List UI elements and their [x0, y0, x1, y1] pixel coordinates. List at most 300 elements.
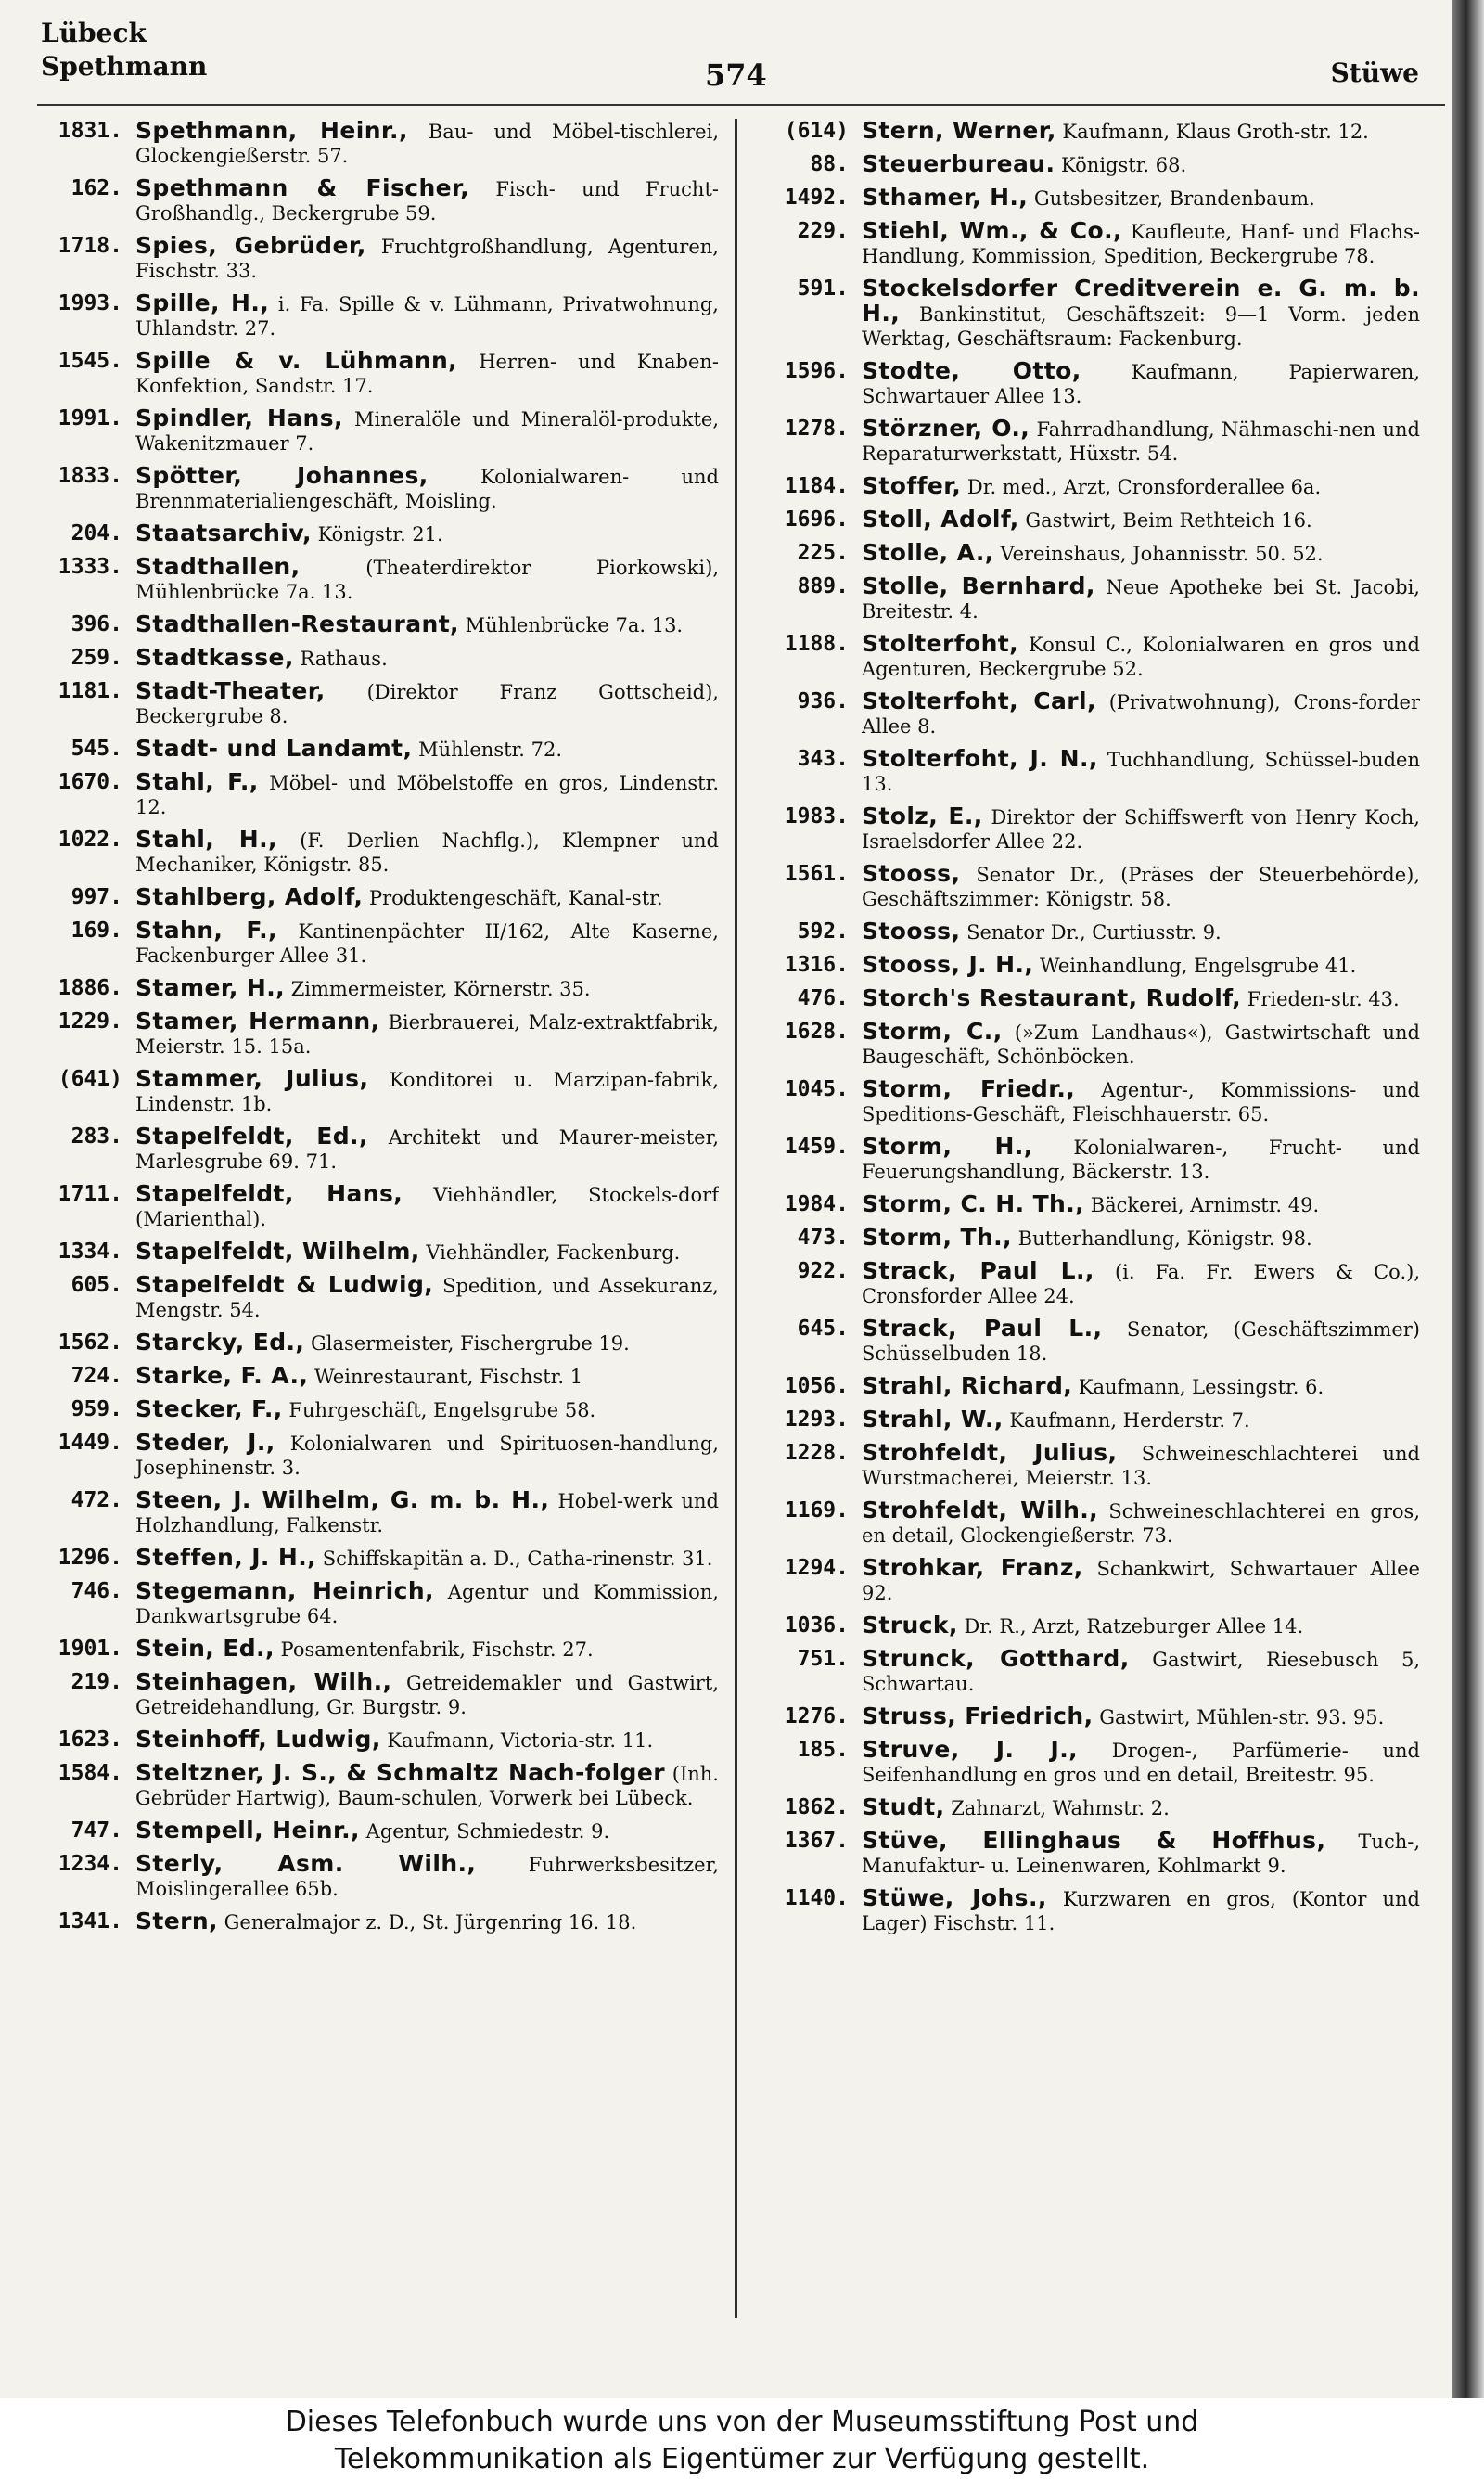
entry-phone-number: 1229. — [58, 1009, 122, 1034]
entry-name: Stapelfeldt, Ed., — [135, 1123, 368, 1150]
entry-name: Sthamer, H., — [862, 184, 1029, 211]
entry-name: Spille & v. Lühmann, — [135, 347, 458, 374]
entry-body — [862, 186, 1420, 211]
directory-entry — [763, 1226, 1420, 1251]
entry-description: (Theaterdirektor Piorkowski), Mühlenbrücke 7a. 13. — [135, 557, 719, 603]
entry-name: Spies, Gebrüder, — [135, 232, 366, 259]
entry-body — [862, 508, 1420, 533]
entry-description: Kaufmann, Papierwaren, Schwartauer Allee 13. — [862, 361, 1420, 407]
directory-entry — [763, 417, 1420, 466]
entry-body — [135, 1067, 719, 1116]
entry-phone-number: 472. — [70, 1488, 122, 1512]
entry-name: Stein, Ed., — [135, 1635, 275, 1662]
entry-body — [862, 1829, 1420, 1878]
entry-body — [135, 919, 719, 968]
directory-entry — [763, 862, 1420, 911]
entry-body — [862, 119, 1420, 144]
directory-entry — [763, 1613, 1420, 1638]
entry-body — [135, 1431, 719, 1480]
entry-body — [862, 1192, 1420, 1217]
directory-entry — [37, 1124, 719, 1174]
entry-phone-number: 1711. — [58, 1182, 122, 1206]
entry-body — [135, 1124, 719, 1174]
entry-body — [135, 1909, 719, 1934]
directory-entry — [37, 646, 719, 671]
entry-phone-number: 746. — [70, 1579, 122, 1603]
entry-name: Stapelfeldt, Wilhelm, — [135, 1238, 420, 1265]
directory-entry — [37, 176, 719, 225]
entry-phone-number: 605. — [70, 1273, 122, 1297]
entry-phone-number: 1696. — [784, 508, 849, 532]
entry-description: Dr. med., Arzt, Cronsforderallee 6a. — [966, 476, 1322, 498]
entry-description: Weinhandlung, Engelsgrube 41. — [1039, 955, 1357, 977]
entry-phone-number: 1188. — [784, 632, 849, 656]
entry-body — [135, 406, 719, 456]
entry-description: Möbel- und Möbelstoffe en gros, Lindenstr. 12. — [135, 772, 719, 818]
entry-phone-number: 1296. — [58, 1546, 122, 1570]
entry-description: (Privatwohnung), Crons-forder Allee 8. — [862, 691, 1420, 738]
entry-name: Stapelfeldt & Ludwig, — [135, 1271, 434, 1298]
entry-phone-number: 88. — [810, 152, 849, 176]
entry-body — [135, 234, 719, 283]
range-start-heading: Spethmann — [41, 51, 208, 82]
directory-entry — [37, 770, 719, 819]
entry-description: Gutsbesitzer, Brandenbaum. — [1033, 187, 1315, 210]
entry-description: Kurzwaren en gros, (Kontor und Lager) Fischstr. 11. — [862, 1888, 1420, 1934]
entry-description: (Inh. Gebrüder Hartwig), Baum-schulen, Vorwerk bei Lübeck. — [135, 1763, 719, 1809]
city-heading: Lübeck — [41, 18, 147, 48]
entry-name: Stoll, Adolf, — [862, 506, 1019, 533]
entry-description: Senator, (Geschäftszimmer) Schüsselbuden 18. — [862, 1318, 1420, 1365]
entry-name: Strohkar, Franz, — [862, 1554, 1083, 1581]
entry-phone-number: 1862. — [784, 1795, 849, 1819]
entry-body — [862, 986, 1420, 1011]
entry-phone-number: 1449. — [58, 1431, 122, 1455]
directory-entry — [37, 1364, 719, 1389]
entry-name: Stadthallen, — [135, 553, 301, 580]
directory-entry — [37, 1761, 719, 1810]
entry-name: Stammer, Julius, — [135, 1065, 369, 1092]
entry-description: Herren- und Knaben-Konfektion, Sandstr. 17. — [135, 351, 719, 397]
entry-phone-number: 1169. — [784, 1498, 849, 1523]
entry-body — [862, 1795, 1420, 1820]
entry-description: Bäckerei, Arnimstr. 49. — [1090, 1194, 1320, 1216]
entry-name: Stooss, J. H., — [862, 951, 1034, 978]
entry-description: Kolonialwaren-, Frucht- und Feuerungshandlung, Bäckerstr. 13. — [862, 1137, 1420, 1183]
entry-phone-number: 936. — [797, 689, 849, 713]
entry-name: Steffen, J. H., — [135, 1544, 317, 1571]
entry-name: Stern, Werner, — [862, 119, 1056, 144]
entry-name: Stolterfoht, Carl, — [862, 687, 1096, 714]
entry-body — [135, 976, 719, 1001]
directory-entry — [37, 119, 719, 168]
entry-phone-number: 645. — [797, 1317, 849, 1341]
entry-description: Hobel-werk und Holzhandlung, Falkenstr. — [135, 1490, 719, 1536]
entry-name: Stahn, F., — [135, 917, 277, 944]
entry-name: Stecker, F., — [135, 1395, 283, 1422]
entry-body — [862, 1738, 1420, 1787]
entry-body — [862, 541, 1420, 566]
entry-phone-number: 1492. — [784, 186, 849, 210]
directory-entry — [763, 1886, 1420, 1935]
entry-phone-number: 1367. — [784, 1829, 849, 1853]
entry-description: Generalmajor z. D., St. Jürgenring 16. 18. — [224, 1911, 637, 1934]
entry-description: (Direktor Franz Gottscheid), Beckergrube 8. — [135, 681, 719, 727]
entry-name: Struve, J. J., — [862, 1736, 1079, 1763]
entry-phone-number: 1886. — [58, 976, 122, 1000]
directory-entry — [763, 1077, 1420, 1126]
entry-name: Störzner, O., — [862, 415, 1030, 442]
entry-name: Stolterfoht, — [862, 630, 1019, 657]
entry-name: Strohfeldt, Julius, — [862, 1439, 1118, 1466]
directory-entry — [763, 186, 1420, 211]
entry-body — [862, 1704, 1420, 1729]
directory-entry — [37, 464, 719, 513]
directory-entry — [37, 737, 719, 762]
directory-entry — [37, 885, 719, 910]
entry-body — [862, 1556, 1420, 1605]
entry-body — [135, 1273, 719, 1322]
entry-body — [135, 1637, 719, 1662]
entry-phone-number: (614) — [784, 119, 849, 143]
entry-name: Spethmann, Heinr., — [135, 119, 408, 144]
entry-body — [862, 1135, 1420, 1184]
entry-description: Gastwirt, Riesebusch 5, Schwartau. — [862, 1649, 1420, 1695]
entry-description: Agentur, Schmiedestr. 9. — [365, 1820, 610, 1843]
entry-body — [135, 1240, 719, 1265]
entry-description: Zahnarzt, Wahmstr. 2. — [951, 1797, 1170, 1819]
entry-body — [862, 1020, 1420, 1069]
entry-description: Gastwirt, Mühlen-str. 93. 95. — [1099, 1706, 1385, 1728]
entry-description: Senator Dr., (Präses der Steuerbehörde), Geschäftszimmer: Königstr. 58. — [862, 864, 1420, 910]
entry-name: Stamer, H., — [135, 974, 286, 1001]
entry-body — [135, 555, 719, 604]
entry-name: Struss, Friedrich, — [862, 1703, 1094, 1729]
entry-name: Steinhoff, Ludwig, — [135, 1726, 381, 1753]
entry-body — [135, 1761, 719, 1810]
entry-phone-number: 219. — [70, 1670, 122, 1694]
directory-entry — [37, 1273, 719, 1322]
directory-entry — [763, 152, 1420, 177]
directory-entry — [763, 119, 1420, 144]
directory-entry — [763, 953, 1420, 978]
entry-body — [135, 1818, 719, 1844]
directory-entry — [763, 1498, 1420, 1548]
entry-phone-number: 1045. — [784, 1077, 849, 1101]
directory-entry — [37, 1579, 719, 1628]
entry-description: Kaufmann, Herderstr. 7. — [1009, 1409, 1250, 1432]
entry-body — [135, 176, 719, 225]
entry-description: Bankinstitut, Geschäftszeit: 9—1 Vorm. jeden Werktag, Geschäftsraum: Fackenburg. — [862, 303, 1420, 350]
entry-body — [862, 862, 1420, 911]
entry-phone-number: 259. — [70, 646, 122, 670]
entry-phone-number: 476. — [797, 986, 849, 1010]
directory-entry — [763, 1374, 1420, 1399]
entry-name: Steinhagen, Wilh., — [135, 1668, 392, 1695]
entry-body — [135, 1728, 719, 1753]
entry-name: Starke, F. A., — [135, 1362, 309, 1389]
entry-description: Mühlenstr. 72. — [418, 739, 563, 761]
entry-body — [862, 953, 1420, 978]
entry-phone-number: 1228. — [784, 1441, 849, 1465]
entry-description: Viehhändler, Stockels-dorf (Marienthal). — [135, 1184, 719, 1230]
entry-description: Konsul C., Kolonialwaren en gros und Agenturen, Beckergrube 52. — [862, 634, 1420, 680]
entry-body — [862, 219, 1420, 268]
entry-description: Kaufmann, Klaus Groth-str. 12. — [1062, 121, 1369, 143]
entry-body — [862, 1374, 1420, 1399]
directory-entry — [37, 234, 719, 283]
directory-entry — [37, 521, 719, 546]
column-divider — [735, 119, 737, 2318]
entry-phone-number: 747. — [70, 1818, 122, 1843]
directory-entry — [37, 1067, 719, 1116]
entry-description: Schweineschlachterei und Wurstmacherei, Meierstr. 13. — [862, 1443, 1420, 1489]
entry-description: Butterhandlung, Königstr. 98. — [1017, 1227, 1312, 1250]
entry-phone-number: 959. — [70, 1397, 122, 1421]
entry-name: Storm, C. H. Th., — [862, 1190, 1085, 1217]
entry-phone-number: 1293. — [784, 1407, 849, 1432]
entry-phone-number: 169. — [70, 919, 122, 943]
entry-body — [862, 1259, 1420, 1308]
entry-phone-number: 1833. — [58, 464, 122, 488]
directory-entry — [763, 804, 1420, 854]
directory-entry — [37, 919, 719, 968]
directory-entry — [763, 1259, 1420, 1308]
directory-entry — [763, 1795, 1420, 1820]
entry-phone-number: 1983. — [784, 804, 849, 829]
entry-phone-number: 724. — [70, 1364, 122, 1388]
directory-entry — [37, 1182, 719, 1231]
entry-description: i. Fa. Spille & v. Lühmann, Privatwohnung, Uhlandstr. 27. — [135, 293, 719, 340]
left-column — [37, 119, 719, 2322]
entry-name: Stapelfeldt, Hans, — [135, 1180, 403, 1207]
directory-entry — [37, 1637, 719, 1662]
directory-entry — [763, 747, 1420, 796]
entry-body — [135, 1546, 719, 1571]
entry-phone-number: 396. — [70, 612, 122, 636]
directory-entry — [763, 1556, 1420, 1605]
entry-name: Stahl, H., — [135, 826, 277, 853]
entry-phone-number: 1670. — [58, 770, 122, 794]
entry-name: Strack, Paul L., — [862, 1315, 1103, 1342]
entry-name: Steen, J. Wilhelm, G. m. b. H., — [135, 1486, 550, 1513]
entry-name: Staatsarchiv, — [135, 520, 312, 546]
directory-entry — [37, 1397, 719, 1422]
directory-entry — [763, 1317, 1420, 1366]
entry-name: Stern, — [135, 1908, 218, 1934]
entry-phone-number: 1276. — [784, 1704, 849, 1728]
entry-name: Stadt-Theater, — [135, 677, 326, 704]
entry-body — [135, 770, 719, 819]
directory-entry — [37, 976, 719, 1001]
entry-phone-number: 1718. — [58, 234, 122, 258]
entry-description: Spedition, und Assekuranz, Mengstr. 54. — [135, 1275, 719, 1321]
entry-description: Tuchhandlung, Schüssel-buden 13. — [862, 749, 1420, 795]
entry-phone-number: 1181. — [58, 679, 122, 703]
entry-phone-number: 889. — [797, 574, 849, 598]
entry-name: Studt, — [862, 1793, 945, 1820]
directory-entry — [37, 1670, 719, 1719]
entry-body — [862, 152, 1420, 177]
entry-name: Spille, H., — [135, 289, 270, 316]
entry-phone-number: 1596. — [784, 359, 849, 383]
entry-description: Neue Apotheke bei St. Jacobi, Breitestr. 4. — [862, 576, 1420, 623]
entry-phone-number: 162. — [70, 176, 122, 200]
entry-description: Kolonialwaren- und Brennmaterialiengeschäft, Moisling. — [135, 466, 719, 512]
entry-name: Stolle, A., — [862, 539, 994, 566]
entry-name: Strohfeldt, Wilh., — [862, 1497, 1099, 1523]
directory-entry — [37, 1852, 719, 1901]
page-edge-shadow — [1452, 0, 1484, 2398]
entry-body — [135, 1579, 719, 1628]
entry-description: Königstr. 68. — [1061, 154, 1187, 176]
entry-description: Kantinenpächter II/162, Alte Kaserne, Fackenburger Allee 31. — [135, 920, 719, 967]
entry-phone-number: 1140. — [784, 1886, 849, 1910]
entry-phone-number: 473. — [797, 1226, 849, 1250]
entry-name: Sterly, Asm. Wilh., — [135, 1850, 477, 1877]
entry-description: Fuhrgeschäft, Engelsgrube 58. — [288, 1399, 596, 1421]
entry-name: Strack, Paul L., — [862, 1257, 1094, 1284]
entry-phone-number: 997. — [70, 885, 122, 909]
entry-body — [862, 1407, 1420, 1433]
entry-body — [135, 737, 719, 762]
entry-name: Stockelsdorfer Creditverein e. G. m. b. H., — [862, 275, 1420, 327]
entry-phone-number: (641) — [58, 1067, 122, 1091]
entry-body — [862, 1613, 1420, 1638]
entry-description: Kolonialwaren und Spirituosen-handlung, Josephinenstr. 3. — [135, 1433, 719, 1479]
entry-description: (F. Derlien Nachflg.), Klempner und Mechaniker, Königstr. 85. — [135, 829, 719, 876]
entry-body — [135, 679, 719, 728]
entry-body — [862, 1317, 1420, 1366]
entry-description: Frieden-str. 43. — [1247, 988, 1400, 1010]
directory-entry — [37, 612, 719, 637]
entry-phone-number: 1341. — [58, 1909, 122, 1934]
entry-name: Stahl, F., — [135, 768, 259, 795]
entry-description: Dr. R., Arzt, Ratzeburger Allee 14. — [964, 1615, 1304, 1638]
entry-description: Fisch- und Frucht-Großhandlg., Beckergrube 59. — [135, 178, 719, 225]
directory-entry — [763, 689, 1420, 739]
directory-entry — [763, 541, 1420, 566]
entry-description: Königstr. 21. — [317, 523, 443, 546]
entry-name: Stamer, Hermann, — [135, 1008, 380, 1034]
entry-body — [135, 464, 719, 513]
directory-entry — [37, 1818, 719, 1844]
directory-entry — [763, 1020, 1420, 1069]
entry-body — [862, 474, 1420, 499]
entry-name: Storch's Restaurant, Rudolf, — [862, 984, 1242, 1011]
entry-phone-number: 1316. — [784, 953, 849, 977]
entry-name: Spötter, Johannes, — [135, 462, 429, 489]
directory-entry — [37, 1546, 719, 1571]
entry-body — [862, 689, 1420, 739]
entry-name: Stoffer, — [862, 472, 962, 499]
entry-name: Storm, H., — [862, 1133, 1033, 1160]
entry-body — [135, 1009, 719, 1059]
entry-name: Stolz, E., — [862, 803, 983, 829]
page-header-left — [41, 17, 207, 84]
footer-line-1: Dieses Telefonbuch wurde uns von der Museumsstiftung Post und — [285, 2406, 1199, 2438]
entry-description: Schweineschlachterei en gros, en detail, Glockengießerstr. 73. — [862, 1500, 1420, 1547]
directory-entry — [763, 276, 1420, 351]
entry-name: Strahl, W., — [862, 1406, 1004, 1433]
entry-description: Bierbrauerei, Malz-extraktfabrik, Meierstr. 15. 15a. — [135, 1011, 719, 1058]
directory-entry — [763, 359, 1420, 408]
entry-body — [862, 417, 1420, 466]
entry-description: Getreidemakler und Gastwirt, Getreidehandlung, Gr. Burgstr. 9. — [135, 1672, 719, 1718]
directory-entry — [37, 1240, 719, 1265]
entry-body — [862, 1441, 1420, 1490]
entry-description: Tuch-, Manufaktur- u. Leinenwaren, Kohlmarkt 9. — [862, 1831, 1420, 1877]
directory-entry — [763, 1135, 1420, 1184]
entry-phone-number: 1562. — [58, 1330, 122, 1355]
entry-phone-number: 751. — [797, 1647, 849, 1671]
entry-description: Bau- und Möbel-tischlerei, Glockengießerstr. 57. — [135, 121, 719, 167]
directory-entry — [763, 219, 1420, 268]
footer-line-2: Telekommunikation als Eigentümer zur Verfügung gestellt. — [334, 2443, 1150, 2475]
entry-description: Schankwirt, Schwartauer Allee 92. — [862, 1558, 1420, 1604]
entry-name: Starcky, Ed., — [135, 1329, 305, 1356]
page-number: 574 — [705, 58, 767, 93]
entry-name: Storm, Th., — [862, 1224, 1012, 1251]
entry-description: Senator Dr., Curtiusstr. 9. — [966, 921, 1222, 944]
entry-phone-number: 1333. — [58, 555, 122, 579]
entry-body — [862, 1077, 1420, 1126]
entry-phone-number: 592. — [797, 919, 849, 944]
entry-phone-number: 1459. — [784, 1135, 849, 1159]
entry-name: Storm, Friedr., — [862, 1075, 1076, 1102]
directory-entry — [37, 1009, 719, 1059]
entry-name: Stolterfoht, J. N., — [862, 745, 1098, 772]
entry-body — [862, 632, 1420, 681]
directory-entry — [763, 1704, 1420, 1729]
entry-phone-number: 1831. — [58, 119, 122, 143]
directory-entry — [37, 828, 719, 877]
entry-name: Stüve, Ellinghaus & Hoffhus, — [862, 1827, 1326, 1854]
directory-entry — [37, 1909, 719, 1934]
entry-body — [862, 574, 1420, 623]
entry-name: Strahl, Richard, — [862, 1372, 1073, 1399]
entry-body — [135, 828, 719, 877]
entry-body — [862, 804, 1420, 854]
entry-name: Stooss, — [862, 860, 961, 887]
entry-name: Storm, C., — [862, 1018, 1003, 1045]
directory-entry — [763, 1647, 1420, 1696]
directory-entry — [37, 1431, 719, 1480]
right-column — [763, 119, 1420, 2322]
entry-body — [862, 919, 1420, 944]
entry-name: Stodte, Otto, — [862, 357, 1081, 384]
directory-entry — [763, 508, 1420, 533]
entry-body — [135, 1670, 719, 1719]
directory-entry — [763, 919, 1420, 944]
entry-phone-number: 1056. — [784, 1374, 849, 1398]
entry-body — [135, 612, 719, 637]
entry-body — [862, 359, 1420, 408]
entry-phone-number: 922. — [797, 1259, 849, 1283]
entry-body — [135, 119, 719, 168]
entry-description: Mühlenbrücke 7a. 13. — [465, 614, 684, 636]
entry-name: Stempell, Heinr., — [135, 1817, 360, 1844]
entry-phone-number: 1022. — [58, 828, 122, 852]
directory-entry — [763, 1829, 1420, 1878]
entry-description: Drogen-, Parfümerie- und Seifenhandlung en gros und en detail, Breitestr. 95. — [862, 1740, 1420, 1786]
entry-description: Fuhrwerksbesitzer, Moislingerallee 65b. — [135, 1854, 719, 1900]
entry-description: Vereinshaus, Johannisstr. 50. 52. — [1000, 543, 1324, 565]
entry-phone-number: 1234. — [58, 1852, 122, 1876]
entry-phone-number: 1294. — [784, 1556, 849, 1580]
entry-body — [135, 1364, 719, 1389]
entry-description: Kaufmann, Lessingstr. 6. — [1078, 1376, 1324, 1398]
